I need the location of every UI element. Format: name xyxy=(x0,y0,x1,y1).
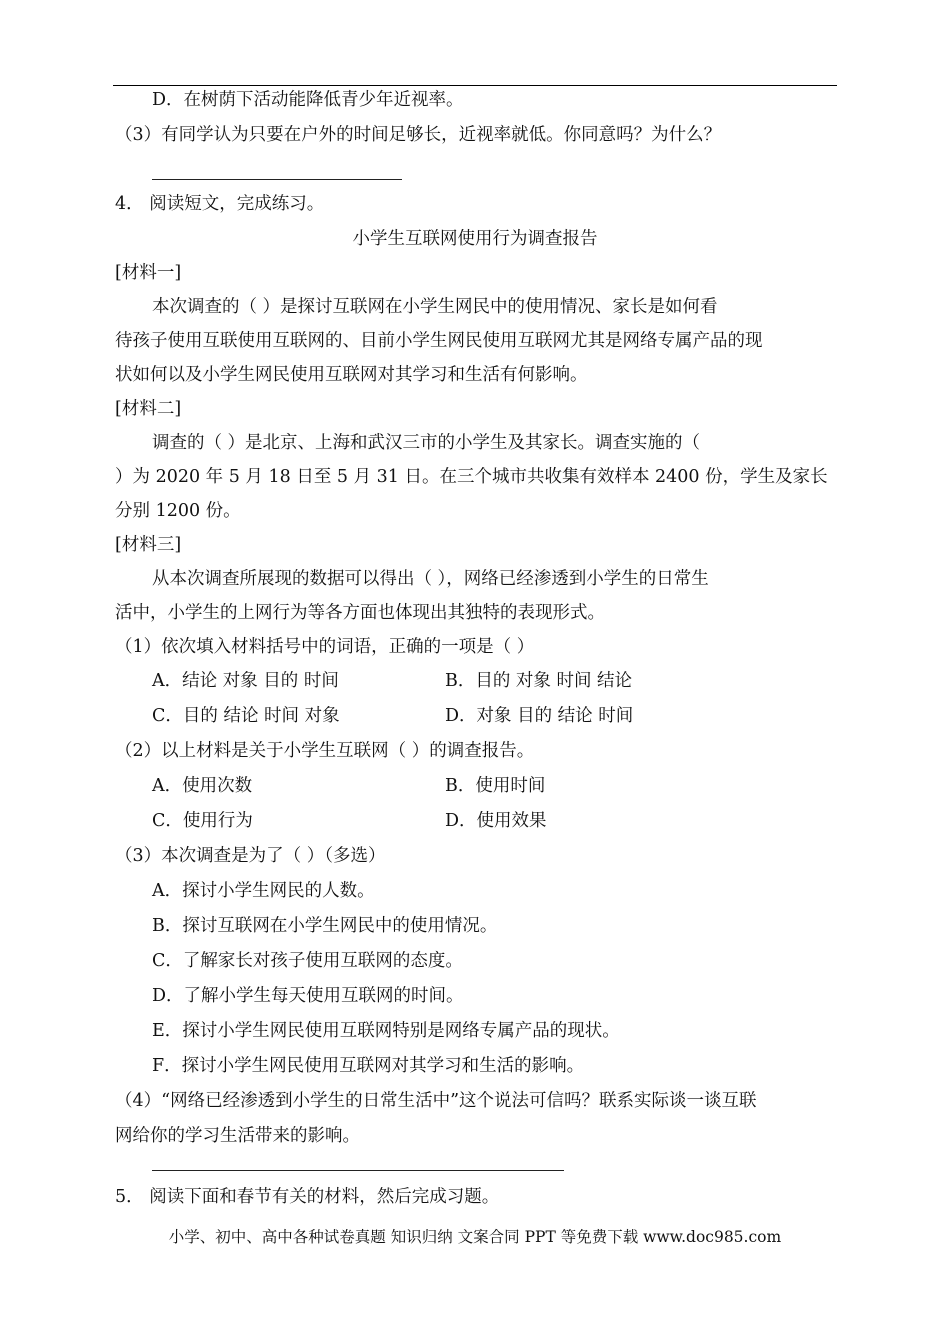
header-rule xyxy=(113,85,837,86)
material-1-line: 状如何以及小学生网民使用互联网对其学习和生活有何影响。 xyxy=(115,365,588,385)
q4-answer-line[interactable] xyxy=(152,1170,564,1171)
q4-sub3-option-d[interactable]: D．了解小学生每天使用互联网的时间。 xyxy=(152,986,464,1006)
q3-option-d: D．在树荫下活动能降低青少年近视率。 xyxy=(152,90,464,110)
q4-sub3-question: （3）本次调查是为了（ ）（多选） xyxy=(115,846,386,866)
q4-sub3-option-e[interactable]: E．探讨小学生网民使用互联网特别是网络专属产品的现状。 xyxy=(152,1021,620,1041)
material-2-line: 分别 1200 份。 xyxy=(115,501,241,521)
material-1-line: 本次调查的（ ）是探讨互联网在小学生网民中的使用情况、家长是如何看 xyxy=(152,297,718,317)
page-footer: 小学、初中、高中各种试卷真题 知识归纳 文案合同 PPT 等免费下载 www.doc985.com xyxy=(168,1228,782,1246)
material-2-line: 调查的（ ）是北京、上海和武汉三市的小学生及其家长。调查实施的（ xyxy=(152,433,701,453)
q4-sub2-option-b[interactable]: B．使用时间 xyxy=(445,776,546,796)
q3-sub3-question: （3）有同学认为只要在户外的时间足够长，近视率就低。你同意吗？为什么？ xyxy=(115,125,722,145)
q4-sub2-question: （2）以上材料是关于小学生互联网（ ）的调查报告。 xyxy=(115,741,535,761)
q3-answer-line[interactable] xyxy=(152,179,402,180)
material-2-label: [材料二] xyxy=(115,399,182,419)
q4-sub1-option-d[interactable]: D．对象 目的 结论 时间 xyxy=(445,706,634,726)
q4-sub2-option-c[interactable]: C．使用行为 xyxy=(152,811,253,831)
q4-passage-title: 小学生互联网使用行为调查报告 xyxy=(352,229,598,249)
q4-sub3-option-b[interactable]: B．探讨互联网在小学生网民中的使用情况。 xyxy=(152,916,498,936)
q4-sub4-question-line: （4）“网络已经渗透到小学生的日常生活中”这个说法可信吗？联系实际谈一谈互联 xyxy=(115,1091,757,1111)
q4-sub1-option-b[interactable]: B．目的 对象 时间 结论 xyxy=(445,671,633,691)
material-1-label: [材料一] xyxy=(115,263,182,283)
q4-sub3-option-f[interactable]: F．探讨小学生网民使用互联网对其学习和生活的影响。 xyxy=(152,1056,585,1076)
q4-sub2-option-d[interactable]: D．使用效果 xyxy=(445,811,547,831)
material-1-line: 待孩子使用互联使用互联网的、目前小学生网民使用互联网尤其是网络专属产品的现 xyxy=(115,331,763,351)
material-3-line: 从本次调查所展现的数据可以得出（ ），网络已经渗透到小学生的日常生 xyxy=(152,569,709,589)
q4-sub3-option-a[interactable]: A．探讨小学生网民的人数。 xyxy=(152,881,375,901)
q4-sub2-option-a[interactable]: A．使用次数 xyxy=(152,776,253,796)
q4-sub3-option-c[interactable]: C．了解家长对孩子使用互联网的态度。 xyxy=(152,951,463,971)
q4-sub4-question-line: 网给你的学习生活带来的影响。 xyxy=(115,1126,360,1146)
q4-sub1-option-a[interactable]: A．结论 对象 目的 时间 xyxy=(152,671,339,691)
q4-sub1-question: （1）依次填入材料括号中的词语，正确的一项是（ ） xyxy=(115,637,535,657)
q4-sub1-option-c[interactable]: C．目的 结论 时间 对象 xyxy=(152,706,340,726)
q4-stem: 4． 阅读短文，完成练习。 xyxy=(115,194,325,214)
material-3-label: [材料三] xyxy=(115,535,182,555)
material-2-line: ）为 2020 年 5 月 18 日至 5 月 31 日。在三个城市共收集有效样本 2400 份，学生及家长 xyxy=(115,467,828,487)
material-3-line: 活中，小学生的上网行为等各方面也体现出其独特的表现形式。 xyxy=(115,603,605,623)
q5-stem: 5． 阅读下面和春节有关的材料，然后完成习题。 xyxy=(115,1187,500,1207)
